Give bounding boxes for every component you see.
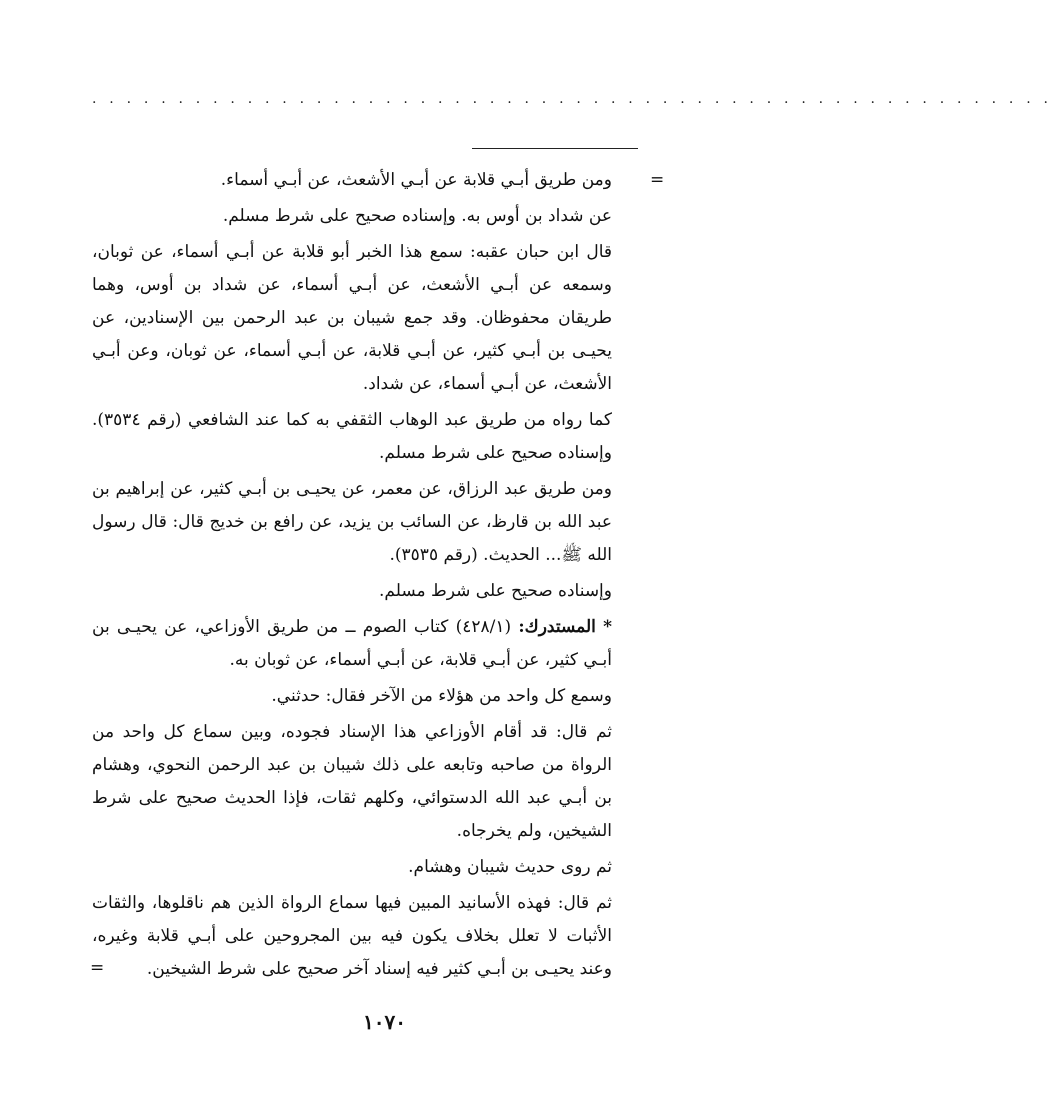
paragraph-5: ومن طريق عبد الرزاق، عن معمر، عن يحيـى بن أبـي كثير، عن إبراهيم بن عبد الله بن قارظ، عن السائب بن يزيد، عن رافع بن خديج قال: قال رسول الله ﷺ... الحديث. (رقم ٣٥٣٥). [92,479,612,565]
paragraph-3: قال ابن حبان عقبه: سمع هذا الخبر أبو قلابة عن أبـي أسماء، عن ثوبان، وسمعه عن أبـي الأشعث، عن أبـي أسماء، عن شداد بن أوس، وهما طريقان محفوظان. وقد جمع شيبان بن عبد الرحمن بين الإسنادين، عن يحيـى بن أبـي كثير، عن أبـي قلابة، عن أبـي أسماء، عن ثوبان، وعن أبـي الأشعث، عن أبـي أسماء، عن شداد. [92,242,612,394]
paragraph-1: ومن طريق أبـي قلابة عن أبـي الأشعث، عن أبـي أسماء. [220,170,612,190]
paragraph-7: وسمع كل واحد من هؤلاء من الآخر فقال: حدثني. [271,686,612,706]
dotted-separator: . . . . . . . . . . . . . . . . . . . . . . . . . . . . . . . . . . . . . . . . . . . . . . . . . . . . . . . . [92,91,1052,107]
paragraph-4: كما رواه من طريق عبد الوهاب الثقفي به كما عند الشافعي (رقم ٣٥٣٤). وإسناده صحيح على شرط مسلم. [92,410,612,463]
mustadrak-text: (٤٢٨/١) كتاب الصوم ــ من طريق الأوزاعي، عن يحيـى بن أبـي كثير، عن أبـي قلابة، عن أبـي أسماء، عن ثوبان به. [92,617,612,670]
continuation-mark-top: = [650,170,665,190]
paragraph-6: وإسناده صحيح على شرط مسلم. [379,581,612,601]
paragraph-10: ثم قال: فهذه الأسانيد المبين فيها سماع الرواة الذين هم ناقلوها، والثقات الأثبات لا تعلل بخلاف يكون فيه بين المجروحين على أبـي قلابة وغيره، وعند يحيـى بن أبـي كثير فيه إسناد آخر صحيح على شرط الشيخين. [92,893,612,979]
footnote-body [92,164,612,989]
paragraph-9: ثم روى حديث شيبان وهشام. [408,857,612,877]
footnote-rule [472,148,638,149]
page-number: ١٠٧٠ [363,1010,406,1034]
paragraph-8: ثم قال: قد أقام الأوزاعي هذا الإسناد فجوده، وبين سماع كل واحد من الرواة من صاحبه وتابعه على ذلك شيبان بن عبد الرحمن النحوي، وهشام بن أبـي عبد الله الدستوائي، وكلهم ثقات، فإذا الحديث صحيح على شرط الشيخين، ولم يخرجاه. [92,722,612,841]
continuation-mark-bottom: = [90,958,105,978]
paragraph-2: عن شداد بن أوس به. وإسناده صحيح على شرط مسلم. [222,206,612,226]
mustadrak-label: المستدرك: [518,617,596,637]
star-marker: * [603,617,613,637]
mustadrak-paragraph [92,611,612,677]
